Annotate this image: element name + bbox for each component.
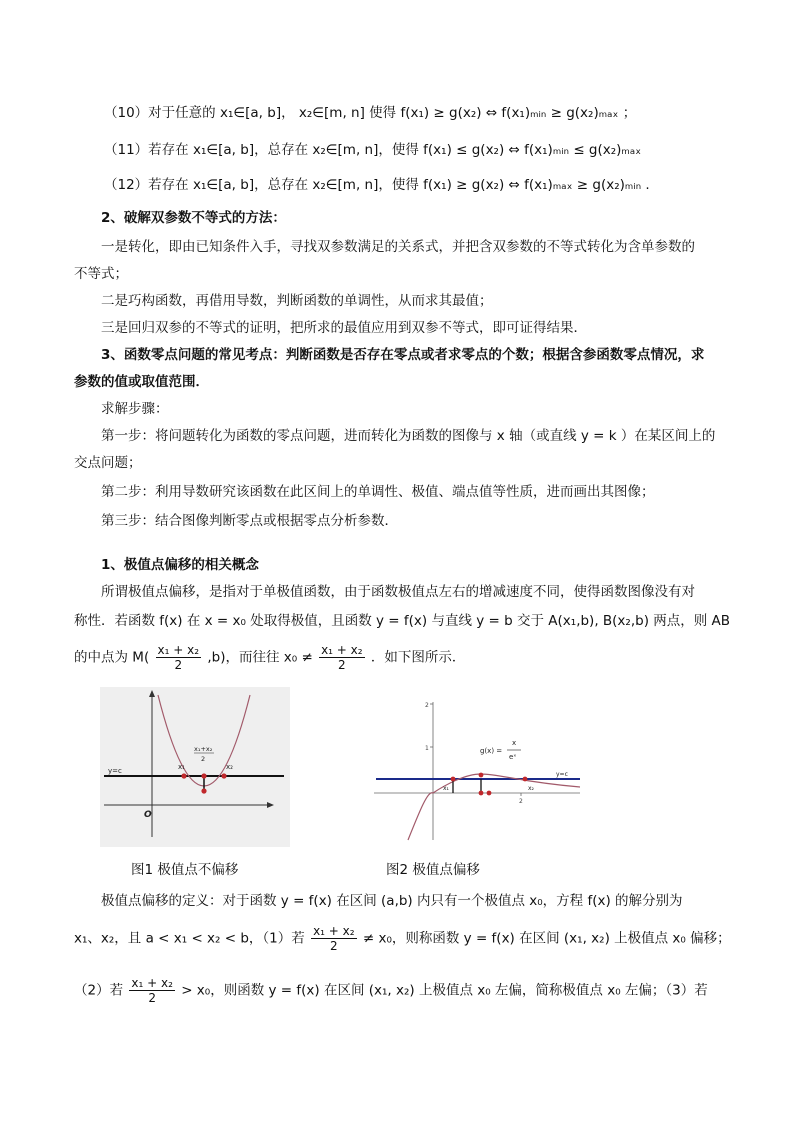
figure-2-tick-2: 2 — [425, 702, 429, 709]
concept-p1c — [74, 643, 465, 672]
figure-2-func-den: eˣ — [509, 753, 517, 761]
figure-1-background — [100, 687, 290, 847]
concept-p1c-post: ．如下图所示． — [370, 649, 466, 666]
definition-fraction-2 — [129, 976, 175, 1005]
figure-2-label-x1: x₁ — [443, 785, 449, 792]
concept-heading: 1、极值点偏移的相关概念 — [101, 557, 259, 573]
figure-2-caption: 图2 极值点偏移 — [386, 862, 480, 878]
section3-step1b: 交点问题； — [74, 455, 142, 471]
figure-2-tick-x2: 2 — [519, 798, 523, 805]
section2-heading: 2、破解双参数不等式的方法： — [101, 210, 286, 226]
item-10: （10）对于任意的 x₁∈[a, b]， x₂∈[m, n] 使得 f(x₁) ≥ g(x₂) ⇔ f(x₁)ₘᵢₙ ≥ g(x₂)ₘₐₓ ； — [104, 105, 637, 121]
section2-p1b: 不等式； — [74, 266, 128, 282]
figure-2-func-lhs: g(x) = — [480, 747, 503, 755]
frac-denominator: 2 — [330, 939, 338, 953]
concept-p1b: 称性．若函数 f(x) 在 x = x₀ 处取得极值，且函数 y = f(x) 与直线 y = b 交于 A(x₁,b), B(x₂,b) 两点，则 AB — [74, 613, 731, 629]
frac-numerator: x₁ + x₂ — [313, 924, 355, 938]
definition-fraction-1 — [311, 924, 357, 953]
figure-2-point-midpoint — [487, 791, 492, 796]
section3-step2: 第二步：利用导数研究该函数在此区间上的单调性、极值、端点值等性质，进而画出其图像； — [101, 484, 655, 500]
figure-1 — [100, 687, 290, 847]
item-11: （11）若存在 x₁∈[a, b]，总存在 x₂∈[m, n]，使得 f(x₁) ≤ g(x₂) ⇔ f(x₁)ₘᵢₙ ≤ g(x₂)ₘₐₓ — [104, 142, 642, 158]
frac-denominator: 2 — [174, 658, 183, 672]
figure-2-label-y-c: y=c — [556, 771, 568, 778]
figure-2-tick-1: 1 — [425, 745, 429, 752]
figure-2-curve — [408, 774, 580, 840]
figure-1-point-mid — [201, 773, 206, 778]
figure-2-label-x2: x₂ — [528, 785, 534, 792]
item-12: （12）若存在 x₁∈[a, b]，总存在 x₂∈[m, n]，使得 f(x₁) ≥ g(x₂) ⇔ f(x₁)ₘₐₓ ≥ g(x₂)ₘᵢₙ . — [104, 177, 650, 193]
concept-p1c-mid: ,b)，而往往 x₀ ≠ — [207, 649, 313, 666]
figure-1-label-origin: O — [144, 810, 152, 820]
frac-denominator: 2 — [338, 658, 346, 672]
midpoint-fraction-2 — [319, 643, 365, 672]
figure-1-label-mid-num: x₁+x₂ — [194, 745, 213, 753]
section3-steps-title: 求解步骤： — [101, 401, 169, 417]
concept-p1a: 所谓极值点偏移，是指对于单极值函数，由于函数极值点左右的增减速度不同，使得函数图像没有对 — [101, 584, 695, 600]
frac-numerator: x₁ + x₂ — [157, 643, 200, 657]
section3-heading-b: 参数的值或取值范围． — [74, 374, 209, 390]
figure-2 — [370, 690, 590, 842]
section2-p1a: 一是转化，即由已知条件入手，寻找双参数满足的关系式，并把含双参数的不等式转化为含单参数的 — [101, 239, 695, 255]
figure-1-label-x2: x₂ — [226, 763, 233, 771]
figure-2-point-max — [479, 773, 484, 778]
figure-2-func-num: x — [512, 739, 517, 747]
concept-p1c-pre: 的中点为 M( — [74, 649, 150, 666]
figure-1-point-vertex — [201, 788, 206, 793]
frac-numerator: x₁ + x₂ — [131, 976, 173, 990]
definition-p2 — [74, 924, 731, 953]
figure-1-point-x1 — [181, 773, 186, 778]
figure-1-point-x2 — [221, 773, 226, 778]
figure-1-label-y-c: y=c — [108, 767, 122, 775]
definition-p1: 极值点偏移的定义：对于函数 y = f(x) 在区间 (a,b) 内只有一个极值点 x₀，方程 f(x) 的解分别为 — [101, 893, 683, 909]
figure-1-label-x1: x₁ — [178, 763, 185, 771]
section3-step1a: 第一步：将问题转化为函数的零点问题，进而转化为函数的图像与 x 轴（或直线 y = k ）在某区间上的 — [101, 428, 716, 444]
figure-1-caption: 图1 极值点不偏移 — [131, 862, 239, 878]
figure-2-point-extreme-foot — [479, 791, 484, 796]
frac-numerator: x₁ + x₂ — [321, 643, 363, 657]
figure-2-point-x1 — [451, 777, 456, 782]
section2-p3: 三是回归双参的不等式的证明，把所求的最值应用到双参不等式，即可证得结果． — [101, 320, 587, 336]
figure-1-label-mid-den: 2 — [201, 755, 206, 763]
definition-p3-post: > x₀，则函数 y = f(x) 在区间 (x₁, x₂) 上极值点 x₀ 左偏，简称极值点 x₀ 左偏；（3）若 — [181, 982, 708, 999]
section3-step3: 第三步：结合图像判断零点或根据零点分析参数． — [101, 513, 398, 529]
figure-2-point-x2 — [523, 777, 528, 782]
definition-p2-pre: x₁、x₂，且 a < x₁ < x₂ < b，（1）若 — [74, 930, 305, 947]
section2-p2: 二是巧构函数，再借用导数，判断函数的单调性，从而求其最值； — [101, 293, 493, 309]
definition-p3-pre: （2）若 — [74, 982, 124, 999]
frac-denominator: 2 — [148, 991, 156, 1005]
definition-p2-post: ≠ x₀，则称函数 y = f(x) 在区间 (x₁, x₂) 上极值点 x₀ 偏移； — [362, 930, 731, 947]
midpoint-fraction — [156, 643, 202, 672]
definition-p3 — [74, 976, 708, 1005]
section3-heading-a: 3、函数零点问题的常见考点：判断函数是否存在零点或者求零点的个数；根据含参函数零点情况，求 — [101, 347, 705, 363]
